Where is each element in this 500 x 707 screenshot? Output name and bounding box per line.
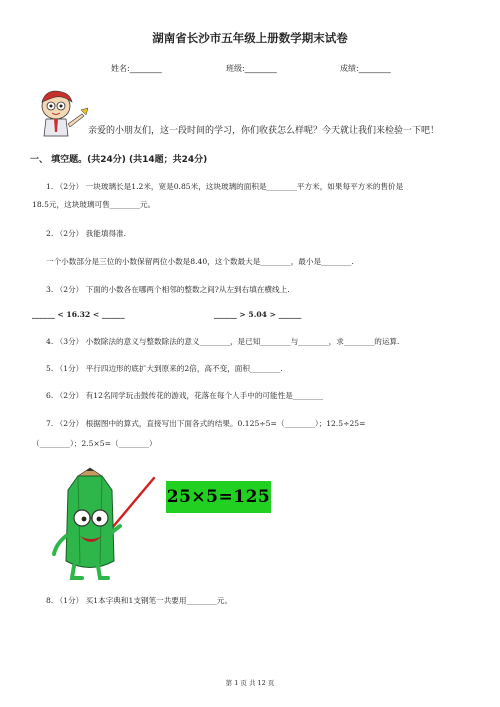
score-field-label: 成绩:________	[340, 64, 391, 73]
question-2-line-1: 2. （2分） 我能填得准.	[46, 229, 127, 238]
question-2-line-2: 一个小数部分是三位的小数保留两位小数是8.40，这个数最大是________，最小是________.	[46, 257, 354, 266]
question-3-line-1: 3. （2分） 下面的小数各在哪两个相邻的整数之间?从左到右填在横线上.	[46, 285, 290, 294]
question-3-inequality-1: ______ < 16.32 < ______	[32, 310, 125, 319]
class-field-label: 班级:________	[226, 64, 277, 73]
question-4: 4. （3分） 小数除法的意义与整数除法的意义________，是已知________与________，求________的运算.	[46, 337, 400, 346]
name-field-label: 姓名:________	[111, 64, 162, 73]
question-7-line-1: 7. （2分） 根据图中的算式，直接写出下面各式的结果。0.125÷5=（________）；12.5÷25=	[46, 419, 366, 428]
math-equation-box	[166, 481, 271, 513]
mascot-illustration	[32, 88, 92, 138]
question-3-inequality-2: ______ > 5.04 > ______	[214, 310, 302, 319]
greeting-text: 亲爱的小朋友们，这一段时间的学习，你们收获怎么样呢？今天就让我们来检验一下吧！	[88, 126, 440, 136]
pencil-character-illustration	[50, 466, 160, 586]
question-1-line-1: 1. （2分） 一块玻璃长是1.2米，宽是0.85米，这块玻璃的面积是________平方米，如果每平方米的售价是	[46, 182, 404, 191]
page-footer: 第 1 页 共 12 页	[225, 679, 275, 687]
question-5: 5. （1分） 平行四边形的底扩大到原来的2倍，高不变，面积________.	[46, 364, 283, 373]
math-equation-text: 25×5=125	[166, 487, 271, 507]
exam-title: 湖南省长沙市五年级上册数学期末试卷	[152, 31, 348, 45]
question-6: 6. （2分） 有12名同学玩击鼓传花的游戏，花落在每个人手中的可能性是________	[46, 391, 324, 400]
question-8: 8. （1分） 买1本字典和1支钢笔一共要用________元。	[46, 596, 233, 605]
question-7-line-2: （________）；2.5×5=（________）	[32, 439, 157, 448]
question-1-line-2: 18.5元，这块玻璃可售________元。	[32, 200, 156, 209]
section-heading: 一、 填空题。(共24分) (共14题；共24分)	[30, 155, 208, 165]
